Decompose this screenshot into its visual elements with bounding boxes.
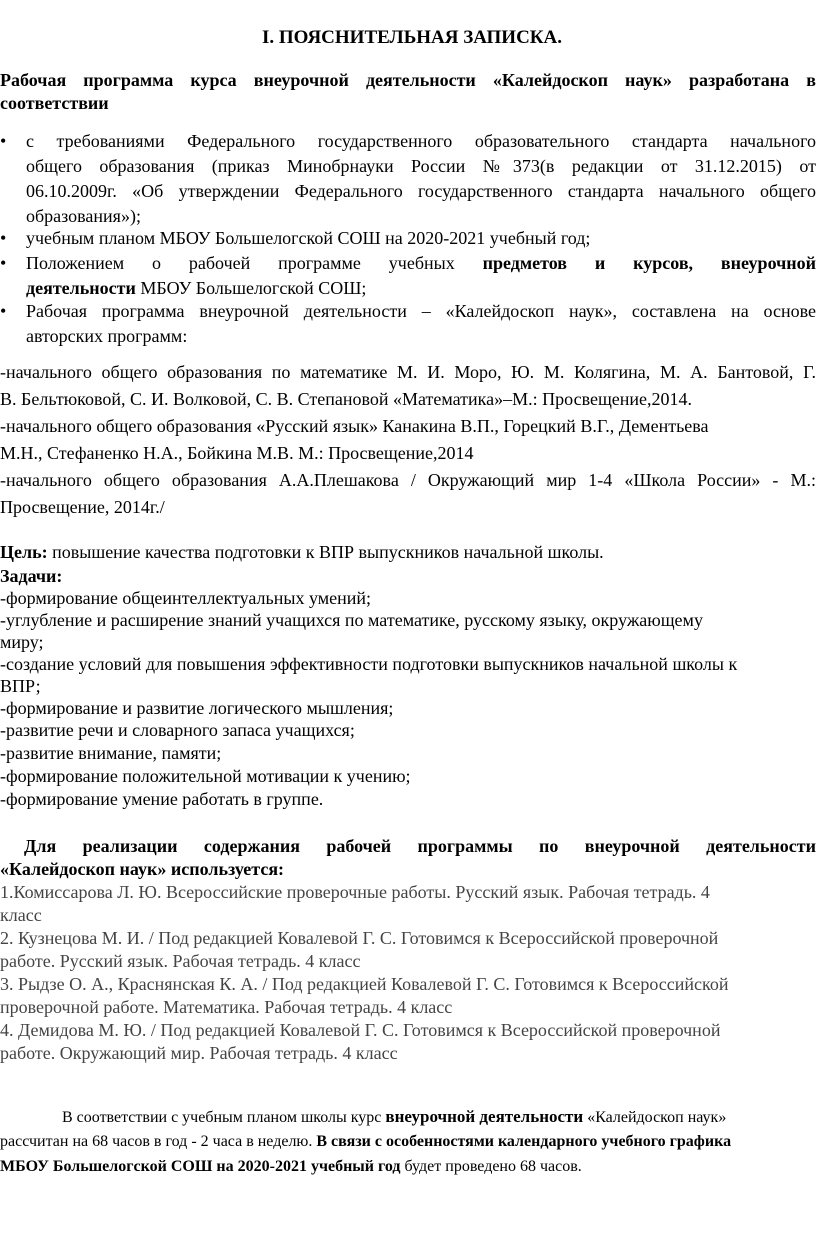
materials-heading-cont: «Калейдоскоп наук» используется: [0,859,285,879]
goal-text: повышение качества подготовки к ВПР выпускников начальной школы. [47,542,604,562]
bullet-icon: • [0,301,7,321]
task-item: -формирование умение работать в группе. [0,789,324,809]
hours-paragraph-line-2 [0,1131,816,1153]
bullet-icon: • [0,253,7,273]
goal-label: Цель: [0,542,48,562]
task-item: -формирование и развитие логического мышления; [0,698,394,718]
intro-line-1: Рабочая программа курса внеурочной деятельности «Калейдоскоп наук» разработана в [0,70,816,90]
hours-paragraph-line-1 [0,1106,816,1129]
source-line: Просвещение, 2014г./ [0,497,165,517]
list-item-text: авторских программ: [26,326,188,346]
material-item: 4. Демидова М. Ю. / Под редакцией Ковалевой Г. С. Готовимся к Всероссийской проверочной [0,1020,721,1040]
source-line: М.Н., Стефаненко Н.А., Бойкина М.В. М.: Просвещение,2014 [0,443,474,463]
material-item: 2. Кузнецова М. И. / Под редакцией Ковалевой Г. С. Готовимся к Всероссийской проверочной [0,928,719,948]
material-item: проверочной работе. Математика. Рабочая тетрадь. 4 класс [0,997,453,1017]
list-item-text: 06.10.2009г. «Об утверждении Федерального государственного стандарта начального общего [26,181,816,201]
task-item: ВПР; [0,676,41,696]
hours-text-bold: внеурочной деятельности [385,1107,584,1126]
page-title: I. ПОЯСНИТЕЛЬНАЯ ЗАПИСКА. [261,27,563,48]
list-item-text: образования»); [26,206,141,226]
source-line: -начального общего образования А.А.Плешакова / Окружающий мир 1-4 «Школа России» - М.: [0,470,816,490]
bullet-icon: • [0,228,7,248]
list-item-text: с требованиями Федерального государственного образовательного стандарта начального [26,131,816,151]
source-line: -начального общего образования по математике М. И. Моро, Ю. М. Колягина, М. А. Бантовой, Г. [0,362,816,382]
hours-text: В соответствии с учебным планом школы курс [62,1109,386,1126]
materials-heading: Для реализации содержания рабочей программы по внеурочной деятельности [24,836,816,856]
task-item: -формирование общеинтеллектуальных умений; [0,588,372,608]
hours-text: будет проведено 68 часов. [400,1158,582,1175]
task-item: -создание условий для повышения эффективности подготовки выпускников начальной школы к [0,654,738,674]
list-item-text [26,250,816,276]
task-item: миру; [0,632,44,652]
material-item: 1.Комиссарова Л. Ю. Всероссийские проверочные работы. Русский язык. Рабочая тетрадь. 4 [0,882,710,902]
tasks-label-text: Задачи: [0,566,63,586]
source-line: -начального общего образования «Русский язык» Канакина В.П., Горецкий В.Г., Дементьева [0,416,709,436]
list-item-text-bold: деятельности [26,278,136,298]
list-item-text: учебным планом МБОУ Большелогской СОШ на 2020-2021 учебный год; [26,228,591,248]
hours-paragraph-line-3 [0,1156,816,1178]
task-item: -формирование положительной мотивации к учению; [0,766,411,786]
list-item-text-plain: МБОУ Большелогской СОШ; [140,278,367,298]
list-item-text: общего образования (приказ Минобрнауки России №373(в редакции от 31.12.2015) от [26,156,816,176]
list-item-text-bold: предметов и курсов, внеурочной [482,253,816,273]
task-item: -углубление и расширение знаний учащихся по математике, русскому языку, окружающему [0,610,703,630]
material-item: 3. Рыдзе О. А., Краснянская К. А. / Под редакцией Ковалевой Г. С. Готовимся к Всероссийской [0,974,729,994]
intro-line-2: соответствии [0,93,109,113]
task-item: -развитие внимание, памяти; [0,743,222,763]
material-item: работе. Русский язык. Рабочая тетрадь. 4 класс [0,951,361,971]
source-line: В. Бельтюковой, С. И. Волковой, С. В. Степановой «Математика»–М.: Просвещение,2014. [0,389,693,409]
material-item: работе. Окружающий мир. Рабочая тетрадь. 4 класс [0,1043,398,1063]
hours-text: «Калейдоскоп наук» [583,1109,727,1126]
hours-text-bold: В связи с особенностями календарного учебного графика [316,1133,732,1150]
hours-text-bold: МБОУ Большелогской СОШ на 2020-2021 учебный год [0,1158,401,1175]
material-item: класс [0,905,42,925]
task-item: -развитие речи и словарного запаса учащихся; [0,720,355,740]
list-item-text: Рабочая программа внеурочной деятельности – «Калейдоскоп наук», составлена на основе [26,301,816,321]
bullet-icon: • [0,131,7,151]
list-item-text-plain: Положением о рабочей программе учебных [26,253,455,273]
hours-text: рассчитан на 68 часов в год - 2 часа в неделю. [0,1133,317,1150]
goal-statement [0,539,816,565]
